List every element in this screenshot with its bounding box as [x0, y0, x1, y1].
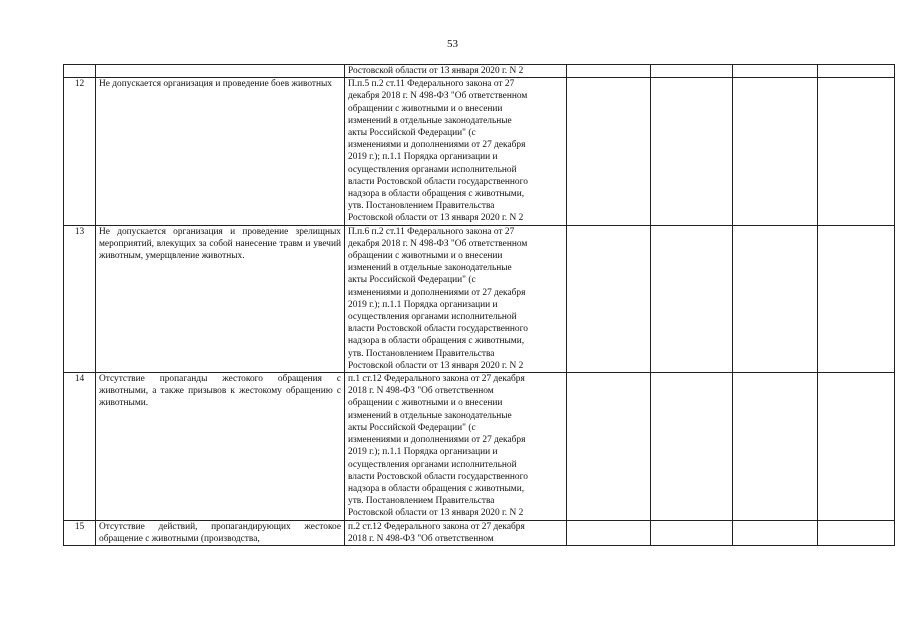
- table-row: [64, 520, 895, 545]
- empty-cell: [733, 65, 818, 78]
- reference-line: Ростовской области от 13 января 2020 г. N 2: [348, 360, 524, 371]
- reference-line: изменениями и дополнениями от 27 декабря: [348, 140, 526, 151]
- reference-line: изменениями и дополнениями от 27 декабря: [348, 287, 526, 298]
- table-row: [64, 373, 895, 520]
- empty-cell: [651, 373, 733, 520]
- empty-cell: [818, 520, 895, 545]
- reference-line: 2019 г.); п.1.1 Порядка организации и: [348, 152, 498, 163]
- empty-cell: [651, 225, 733, 372]
- legal-reference-cell: [345, 65, 567, 78]
- reference-line: изменений в отдельные законодательные: [348, 263, 512, 274]
- empty-cell: [567, 373, 651, 520]
- legal-reference-cell: [345, 520, 567, 545]
- page-number: 53: [447, 38, 458, 50]
- table-row: [64, 65, 895, 78]
- requirement-cell: [96, 65, 345, 78]
- reference-line: декабря 2018 г. N 498-ФЗ "Об ответственном: [348, 91, 528, 102]
- reference-line: власти Ростовской области государственного: [348, 176, 528, 187]
- empty-cell: [733, 520, 818, 545]
- reference-line: 2018 г. N 498-ФЗ "Об ответственном: [348, 533, 494, 544]
- empty-cell: [818, 78, 895, 225]
- reference-line: утв. Постановлением Правительства: [348, 348, 495, 359]
- reference-line: изменениями и дополнениями от 27 декабря: [348, 435, 526, 446]
- legal-reference-cell: [345, 373, 567, 520]
- reference-line: утв. Постановлением Правительства: [348, 201, 495, 212]
- table-body: [64, 65, 895, 546]
- empty-cell: [733, 225, 818, 372]
- reference-line: 2019 г.); п.1.1 Порядка организации и: [348, 447, 498, 458]
- reference-line: П.п.5 п.2 ст.11 Федерального закона от 27: [348, 79, 515, 90]
- empty-cell: [818, 225, 895, 372]
- reference-line: обращении с животными и о внесении: [348, 251, 503, 262]
- requirement-cell: Отсутствие пропаганды жестокого обращения с животными, а также призывов к жестокому обращению с животными.: [96, 373, 345, 520]
- row-number: 12: [64, 78, 96, 225]
- empty-cell: [651, 520, 733, 545]
- row-number: 14: [64, 373, 96, 520]
- reference-line: п.1 ст.12 Федерального закона от 27 декабря: [348, 374, 525, 385]
- reference-line: акты Российской Федерации" (с: [348, 275, 476, 286]
- reference-line: акты Российской Федерации" (с: [348, 422, 476, 433]
- reference-line: надзора в области обращения с животными,: [348, 483, 525, 494]
- empty-cell: [733, 78, 818, 225]
- empty-cell: [818, 373, 895, 520]
- legal-reference-cell: [345, 78, 567, 225]
- reference-line: изменений в отдельные законодательные: [348, 410, 512, 421]
- reference-line: Ростовской области от 13 января 2020 г. N 2: [348, 508, 524, 519]
- reference-line: декабря 2018 г. N 498-ФЗ "Об ответственном: [348, 238, 528, 249]
- reference-line: Ростовской области от 13 января 2020 г. N 2: [348, 213, 524, 224]
- reference-line: осуществления органами исполнительной: [348, 312, 517, 323]
- reference-line: 2018 г. N 498-ФЗ "Об ответственном: [348, 386, 494, 397]
- reference-line: власти Ростовской области государственного: [348, 324, 528, 335]
- reference-line: осуществления органами исполнительной: [348, 459, 517, 470]
- requirement-cell: Не допускается организация и проведение боев животных: [96, 78, 345, 225]
- requirements-table: [63, 64, 895, 546]
- table-row: [64, 225, 895, 372]
- reference-line: акты Российской Федерации" (с: [348, 128, 476, 139]
- empty-cell: [651, 65, 733, 78]
- empty-cell: [733, 373, 818, 520]
- reference-line: власти Ростовской области государственного: [348, 471, 528, 482]
- row-number: 15: [64, 520, 96, 545]
- empty-cell: [567, 65, 651, 78]
- empty-cell: [567, 78, 651, 225]
- reference-line: обращении с животными и о внесении: [348, 103, 503, 114]
- reference-line: Ростовской области от 13 января 2020 г. N 2: [348, 66, 524, 76]
- empty-cell: [818, 65, 895, 78]
- row-number: 13: [64, 225, 96, 372]
- reference-line: обращении с животными и о внесении: [348, 398, 503, 409]
- empty-cell: [567, 225, 651, 372]
- empty-cell: [651, 78, 733, 225]
- row-number: [64, 65, 96, 78]
- reference-line: п.2 ст.12 Федерального закона от 27 декабря: [348, 521, 525, 532]
- reference-line: П.п.6 п.2 ст.11 Федерального закона от 27: [348, 226, 515, 237]
- legal-reference-cell: [345, 225, 567, 372]
- requirement-cell: Не допускается организация и проведение зрелищных мероприятий, влекущих за собой нанесение травм и увечий животным, умерщвление животных.: [96, 225, 345, 372]
- table-row: [64, 78, 895, 225]
- reference-line: надзора в области обращения с животными,: [348, 336, 525, 347]
- reference-line: надзора в области обращения с животными,: [348, 189, 525, 200]
- reference-line: 2019 г.); п.1.1 Порядка организации и: [348, 299, 498, 310]
- reference-line: утв. Постановлением Правительства: [348, 496, 495, 507]
- empty-cell: [567, 520, 651, 545]
- reference-line: осуществления органами исполнительной: [348, 164, 517, 175]
- reference-line: изменений в отдельные законодательные: [348, 115, 512, 126]
- requirement-cell: Отсутствие действий, пропагандирующих жестокое обращение с животными (производства,: [96, 520, 345, 545]
